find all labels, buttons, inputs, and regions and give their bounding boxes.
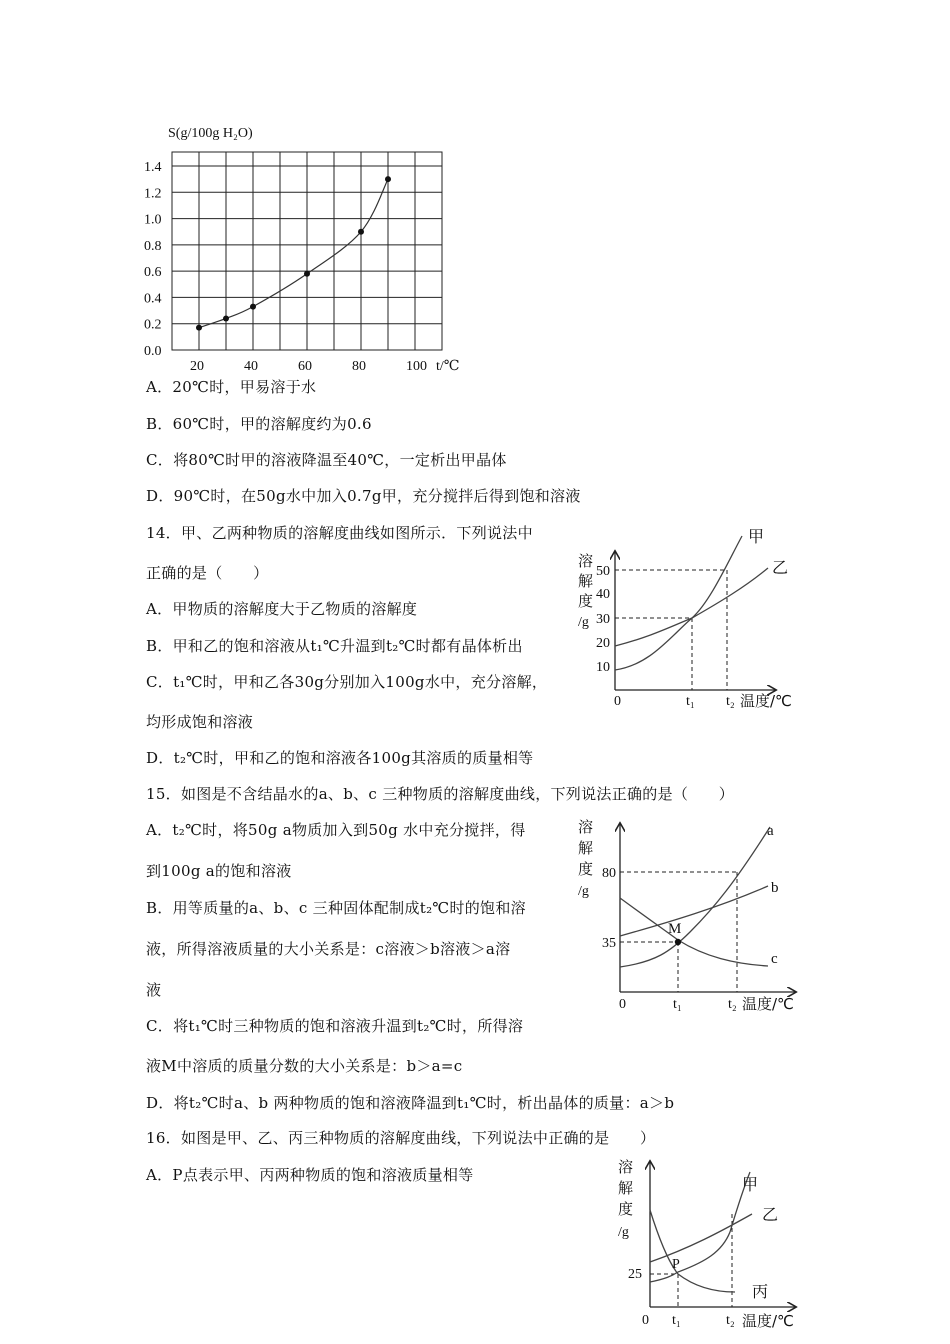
q14-ytick-50: 50 — [596, 564, 610, 579]
chart1-data-points — [196, 176, 391, 331]
q15-ylabel-1: 溶 — [578, 818, 594, 836]
q14-option-c-cont: 均形成饱和溶液 — [146, 713, 254, 731]
chart1-point — [223, 315, 229, 321]
q15-ylabel-4: /g — [578, 884, 589, 899]
q14-ytick-20: 20 — [596, 636, 610, 651]
q16-curve-yi — [650, 1214, 752, 1262]
q16-xlabel: 温度/℃ — [742, 1312, 794, 1330]
q14-option-a: A．甲物质的溶解度大于乙物质的溶解度 — [146, 600, 418, 618]
q16-guides — [650, 1214, 732, 1307]
q13-option-d: D．90℃时，在50g水中加入0.7g甲，充分搅拌后得到饱和溶液 — [146, 487, 581, 505]
q14-t2: t₂ — [726, 694, 735, 709]
chart1-point — [196, 325, 202, 331]
q16-ytick-25: 25 — [628, 1267, 642, 1282]
q15-solubility-chart — [570, 812, 810, 1022]
q16-stem: 16．如图是甲、乙、丙三种物质的溶解度曲线，下列说法中正确的是 ） — [146, 1129, 656, 1147]
chart1-y-tick: 0.2 — [144, 317, 162, 333]
q14-ylabel-1: 溶 — [578, 552, 594, 570]
chart1-x-tick: 20 — [190, 359, 204, 374]
chart1-point — [385, 176, 391, 182]
q16-label-yi: 乙 — [762, 1205, 779, 1224]
q15-label-c: c — [771, 951, 778, 967]
q16-curve-jia — [650, 1172, 750, 1282]
chart1-x-tick: 60 — [298, 359, 312, 374]
q15-t2: t₂ — [728, 997, 737, 1012]
q14-solubility-chart — [570, 522, 810, 722]
chart1-point — [358, 229, 364, 235]
q14-ytick-40: 40 — [596, 587, 610, 602]
chart1-y-tick: 1.4 — [144, 160, 162, 175]
q14-ylabel-2: 解 — [578, 572, 594, 590]
q15-option-b-cont: 液，所得溶液质量的大小关系是：c溶液＞b溶液＞a溶 — [146, 940, 511, 958]
q13-option-a: A．20℃时，甲易溶于水 — [146, 378, 317, 396]
q16-label-jia: 甲 — [742, 1175, 759, 1194]
chart1-y-tick: 1.0 — [144, 212, 162, 228]
q13-option-c: C．将80℃时甲的溶液降温至40℃，一定析出甲晶体 — [146, 451, 507, 469]
q14-guides — [615, 570, 727, 690]
q15-label-m: M — [668, 921, 682, 937]
q14-label-jia: 甲 — [748, 527, 765, 546]
chart1-point — [304, 271, 310, 277]
chart1-x-tick: 80 — [352, 359, 366, 374]
q15-option-d: D．将t₂℃时a、b 两种物质的饱和溶液降温到t₁℃时，析出晶体的质量：a＞b — [146, 1094, 675, 1112]
chart1-y-tick: 0.0 — [144, 344, 162, 359]
chart1-x-tick: 40 — [244, 359, 258, 374]
q15-stem: 15．如图是不含结晶水的a、b、c 三种物质的溶解度曲线，下列说法正确的是（ ） — [146, 785, 735, 803]
q14-stem-cont: 正确的是（ ） — [146, 564, 269, 582]
q16-ylabel-1: 溶 — [618, 1158, 634, 1176]
chart1-gridlines — [172, 152, 442, 350]
q15-xlabel: 温度/℃ — [742, 995, 794, 1013]
q14-curve-jia — [615, 536, 742, 670]
q14-option-d: D．t₂℃时，甲和乙的饱和溶液各100g其溶质的质量相等 — [146, 749, 534, 767]
q14-t1: t₁ — [686, 694, 695, 709]
q16-ylabel-3: 度 — [618, 1200, 634, 1218]
q14-ylabel-4: /g — [578, 615, 589, 630]
q13-option-b: B．60℃时，甲的溶解度约为0.6 — [146, 415, 372, 433]
q16-ylabel-4: /g — [618, 1225, 629, 1240]
q15-t1: t₁ — [673, 997, 682, 1012]
q15-ylabel-2: 解 — [578, 839, 594, 857]
q14-stem: 14．甲、乙两种物质的溶解度曲线如图所示．下列说法中 — [146, 524, 533, 542]
q15-ytick-80: 80 — [602, 866, 616, 881]
solubility-chart-1 — [140, 118, 480, 378]
q15-option-b-cont2: 液 — [146, 981, 162, 999]
q15-point-m — [675, 939, 681, 945]
q16-option-a: A．P点表示甲、丙两种物质的饱和溶液质量相等 — [146, 1166, 474, 1184]
q14-ytick-30: 30 — [596, 612, 610, 627]
q15-label-b: b — [771, 880, 779, 896]
chart1-y-tick: 0.4 — [144, 291, 162, 307]
q15-option-b: B．用等质量的a、b、c 三种固体配制成t₂℃时的饱和溶 — [146, 899, 526, 917]
chart1-y-ticks — [144, 160, 162, 359]
chart1-x-tick: 100 — [406, 359, 427, 374]
chart1-ylabel: S(g/100g H₂O) — [168, 126, 253, 141]
q14-option-b: B．甲和乙的饱和溶液从t₁℃升温到t₂℃时都有晶体析出 — [146, 637, 523, 655]
q15-option-c-cont: 液M中溶质的质量分数的大小关系是：b＞a=c — [146, 1057, 463, 1075]
q16-t1: t₁ — [672, 1313, 681, 1328]
chart1-y-tick: 0.6 — [144, 265, 162, 281]
q15-curve-c — [620, 898, 768, 966]
q14-ylabel-3: 度 — [578, 592, 594, 610]
q15-ylabel-3: 度 — [578, 860, 594, 878]
q15-label-a: a — [767, 823, 774, 839]
q15-option-a: A．t₂℃时，将50g a物质加入到50g 水中充分搅拌，得 — [146, 821, 526, 839]
q16-label-bing: 丙 — [752, 1282, 769, 1301]
q16-label-p: P — [672, 1257, 680, 1272]
q15-ytick-35: 35 — [602, 936, 616, 951]
chart1-y-tick: 1.2 — [144, 186, 162, 202]
q16-ylabel-2: 解 — [618, 1179, 634, 1197]
q14-label-yi: 乙 — [772, 558, 789, 577]
q14-xlabel: 温度/℃ — [740, 692, 792, 710]
q15-curve-a — [620, 827, 770, 967]
chart1-xlabel: t/℃ — [436, 359, 460, 374]
chart1-x-ticks — [190, 359, 427, 374]
q16-solubility-chart — [610, 1152, 810, 1342]
q15-origin: 0 — [619, 997, 626, 1012]
q16-t2: t₂ — [726, 1313, 735, 1328]
chart1-point — [250, 304, 256, 310]
q16-curve-bing — [650, 1210, 735, 1292]
q15-option-a-cont: 到100g a的饱和溶液 — [146, 862, 292, 880]
q14-option-c: C．t₁℃时，甲和乙各30g分别加入100g水中，充分溶解， — [146, 673, 548, 691]
chart1-y-tick: 0.8 — [144, 238, 162, 254]
q15-option-c: C．将t₁℃时三种物质的饱和溶液升温到t₂℃时，所得溶 — [146, 1017, 524, 1035]
q16-origin: 0 — [642, 1313, 649, 1328]
q14-origin: 0 — [614, 694, 621, 709]
chart1-solubility-curve — [199, 179, 388, 328]
q14-ytick-10: 10 — [596, 660, 610, 675]
